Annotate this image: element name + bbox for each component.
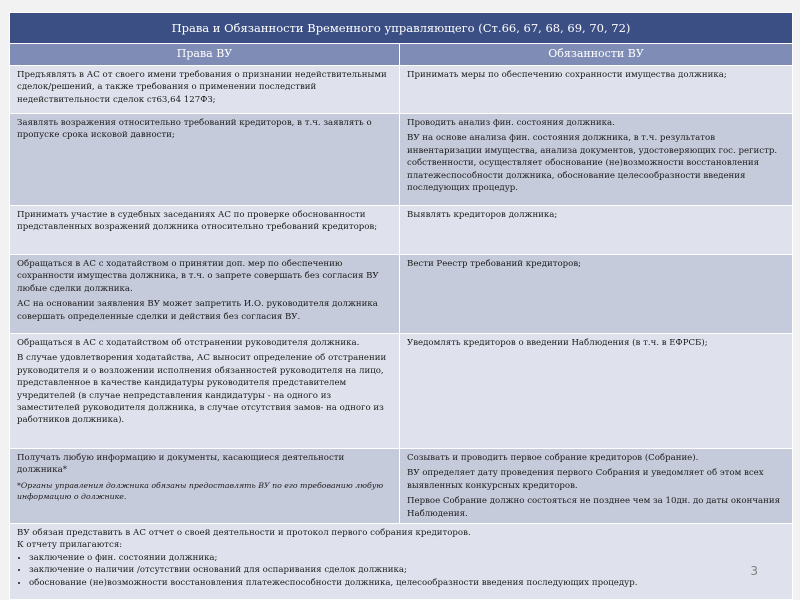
table-row <box>10 449 793 524</box>
rights-text: Заявлять возражения относительно требований кредиторов, в т.ч. заявлять о пропуске срока исковой давности; <box>17 118 372 141</box>
table-row <box>10 334 793 449</box>
final-lead: ВУ обязан представить в АС отчет о своей деятельности и протокол первого собрания кредиторов. <box>17 528 471 538</box>
table-row <box>10 206 793 255</box>
title-row <box>10 13 793 44</box>
rights-duties-table <box>9 12 793 600</box>
final-row <box>10 524 793 600</box>
rights-footnote: *Органы управления должника обязаны предоставлять ВУ по его требованию любую информацию о должнике. <box>17 480 384 501</box>
final-cell <box>17 527 786 597</box>
duties-text: Уведомлять кредиторов о введении Наблюдения (в т.ч. в ЕФРСБ); <box>407 338 708 348</box>
rights-text: Принимать участие в судебных заседаниях АС по проверке обоснованности представленных возражений должника относительно требований кредиторов; <box>17 210 378 233</box>
duties-cell <box>407 69 786 111</box>
rights-cell <box>17 337 393 446</box>
list-item: • заключение о наличии /отсутствии оснований для оспаривания сделок должника; <box>29 564 786 576</box>
duties-text: Первое Собрание должно состояться не позднее чем за 10дн. до даты окончания Наблюдения. <box>407 496 781 519</box>
column-header-duties: Обязанности ВУ <box>400 44 793 66</box>
duties-text: Выявлять кредиторов должника; <box>407 210 558 220</box>
rights-cell <box>17 258 393 331</box>
rights-text: АС на основании заявления ВУ может запретить И.О. руководителя должника совершать определенные сделки и действия без согласия ВУ. <box>17 299 378 322</box>
rights-text: Получать любую информацию и документы, касающиеся деятельности должника* <box>17 453 345 476</box>
duties-text: Вести Реестр требований кредиторов; <box>407 259 582 269</box>
duties-cell <box>407 209 786 252</box>
final-sub: К отчету прилагаются: <box>17 540 123 551</box>
rights-text: Обращаться в АС с ходатайством об отстранении руководителя должника. <box>17 338 360 348</box>
duties-text: ВУ определяет дату проведения первого Собрания и уведомляет об этом всех выявленных конкурсных кредиторов. <box>407 468 764 491</box>
duties-text: ВУ на основе анализа фин. состояния должника, в т.ч. результатов инвентаризации имущества, анализа документов, удостоверяющих гос. регистр. собственности, осуществляет обоснование (не)возможности восстановления платежеспособности должника, обоснование целесообразности введения последующих процедур. <box>407 133 778 194</box>
duties-text: Проводить анализ фин. состояния должника. <box>407 118 615 128</box>
rights-text: Обращаться в АС с ходатайством о принятии доп. мер по обеспечению сохранности имущества должника, в т.ч. о запрете совершать без согласия ВУ любые сделки должника. <box>17 259 379 294</box>
rights-cell <box>17 452 393 521</box>
rights-text: Предъявлять в АС от своего имени требования о признании недействительными сделок/решений, а также требования о применении последствий недействительности сделок ст63,64 127ФЗ; <box>17 70 387 105</box>
page-number: 3 <box>750 564 758 578</box>
rights-cell <box>17 117 393 203</box>
duties-cell <box>407 337 786 446</box>
table-row <box>10 255 793 334</box>
column-header-rights: Права ВУ <box>10 44 400 66</box>
rights-cell <box>17 209 393 252</box>
duties-cell <box>407 258 786 331</box>
list-item: • заключение о фин. состоянии должника; <box>29 552 786 564</box>
duties-cell <box>407 452 786 521</box>
table-row <box>10 66 793 114</box>
table-title: Права и Обязанности Временного управляющего (Ст.66, 67, 68, 69, 70, 72) <box>10 13 793 44</box>
duties-cell <box>407 117 786 203</box>
list-item: • обоснование (не)возможности восстановления платежеспособности должника, целесообразности введения последующих процедур. <box>29 577 786 589</box>
duties-text: Принимать меры по обеспечению сохранности имущества должника; <box>407 70 727 80</box>
final-list <box>17 552 786 589</box>
duties-text: Созывать и проводить первое собрание кредиторов (Собрание). <box>407 453 699 463</box>
rights-cell <box>17 69 393 111</box>
header-row <box>10 44 793 66</box>
rights-text: В случае удовлетворения ходатайства, АС выносит определение об отстранении руководителя и о возложении исполнения обязанностей руководителя на лицо, представленное в качестве кандидатуры руководителя представителем учредителей (в случае непредставления кандидатуры - на одного из заместителей руководителя должника, в случае отсутствия замов- на одного из работников должника). <box>17 353 387 426</box>
table-row <box>10 114 793 206</box>
